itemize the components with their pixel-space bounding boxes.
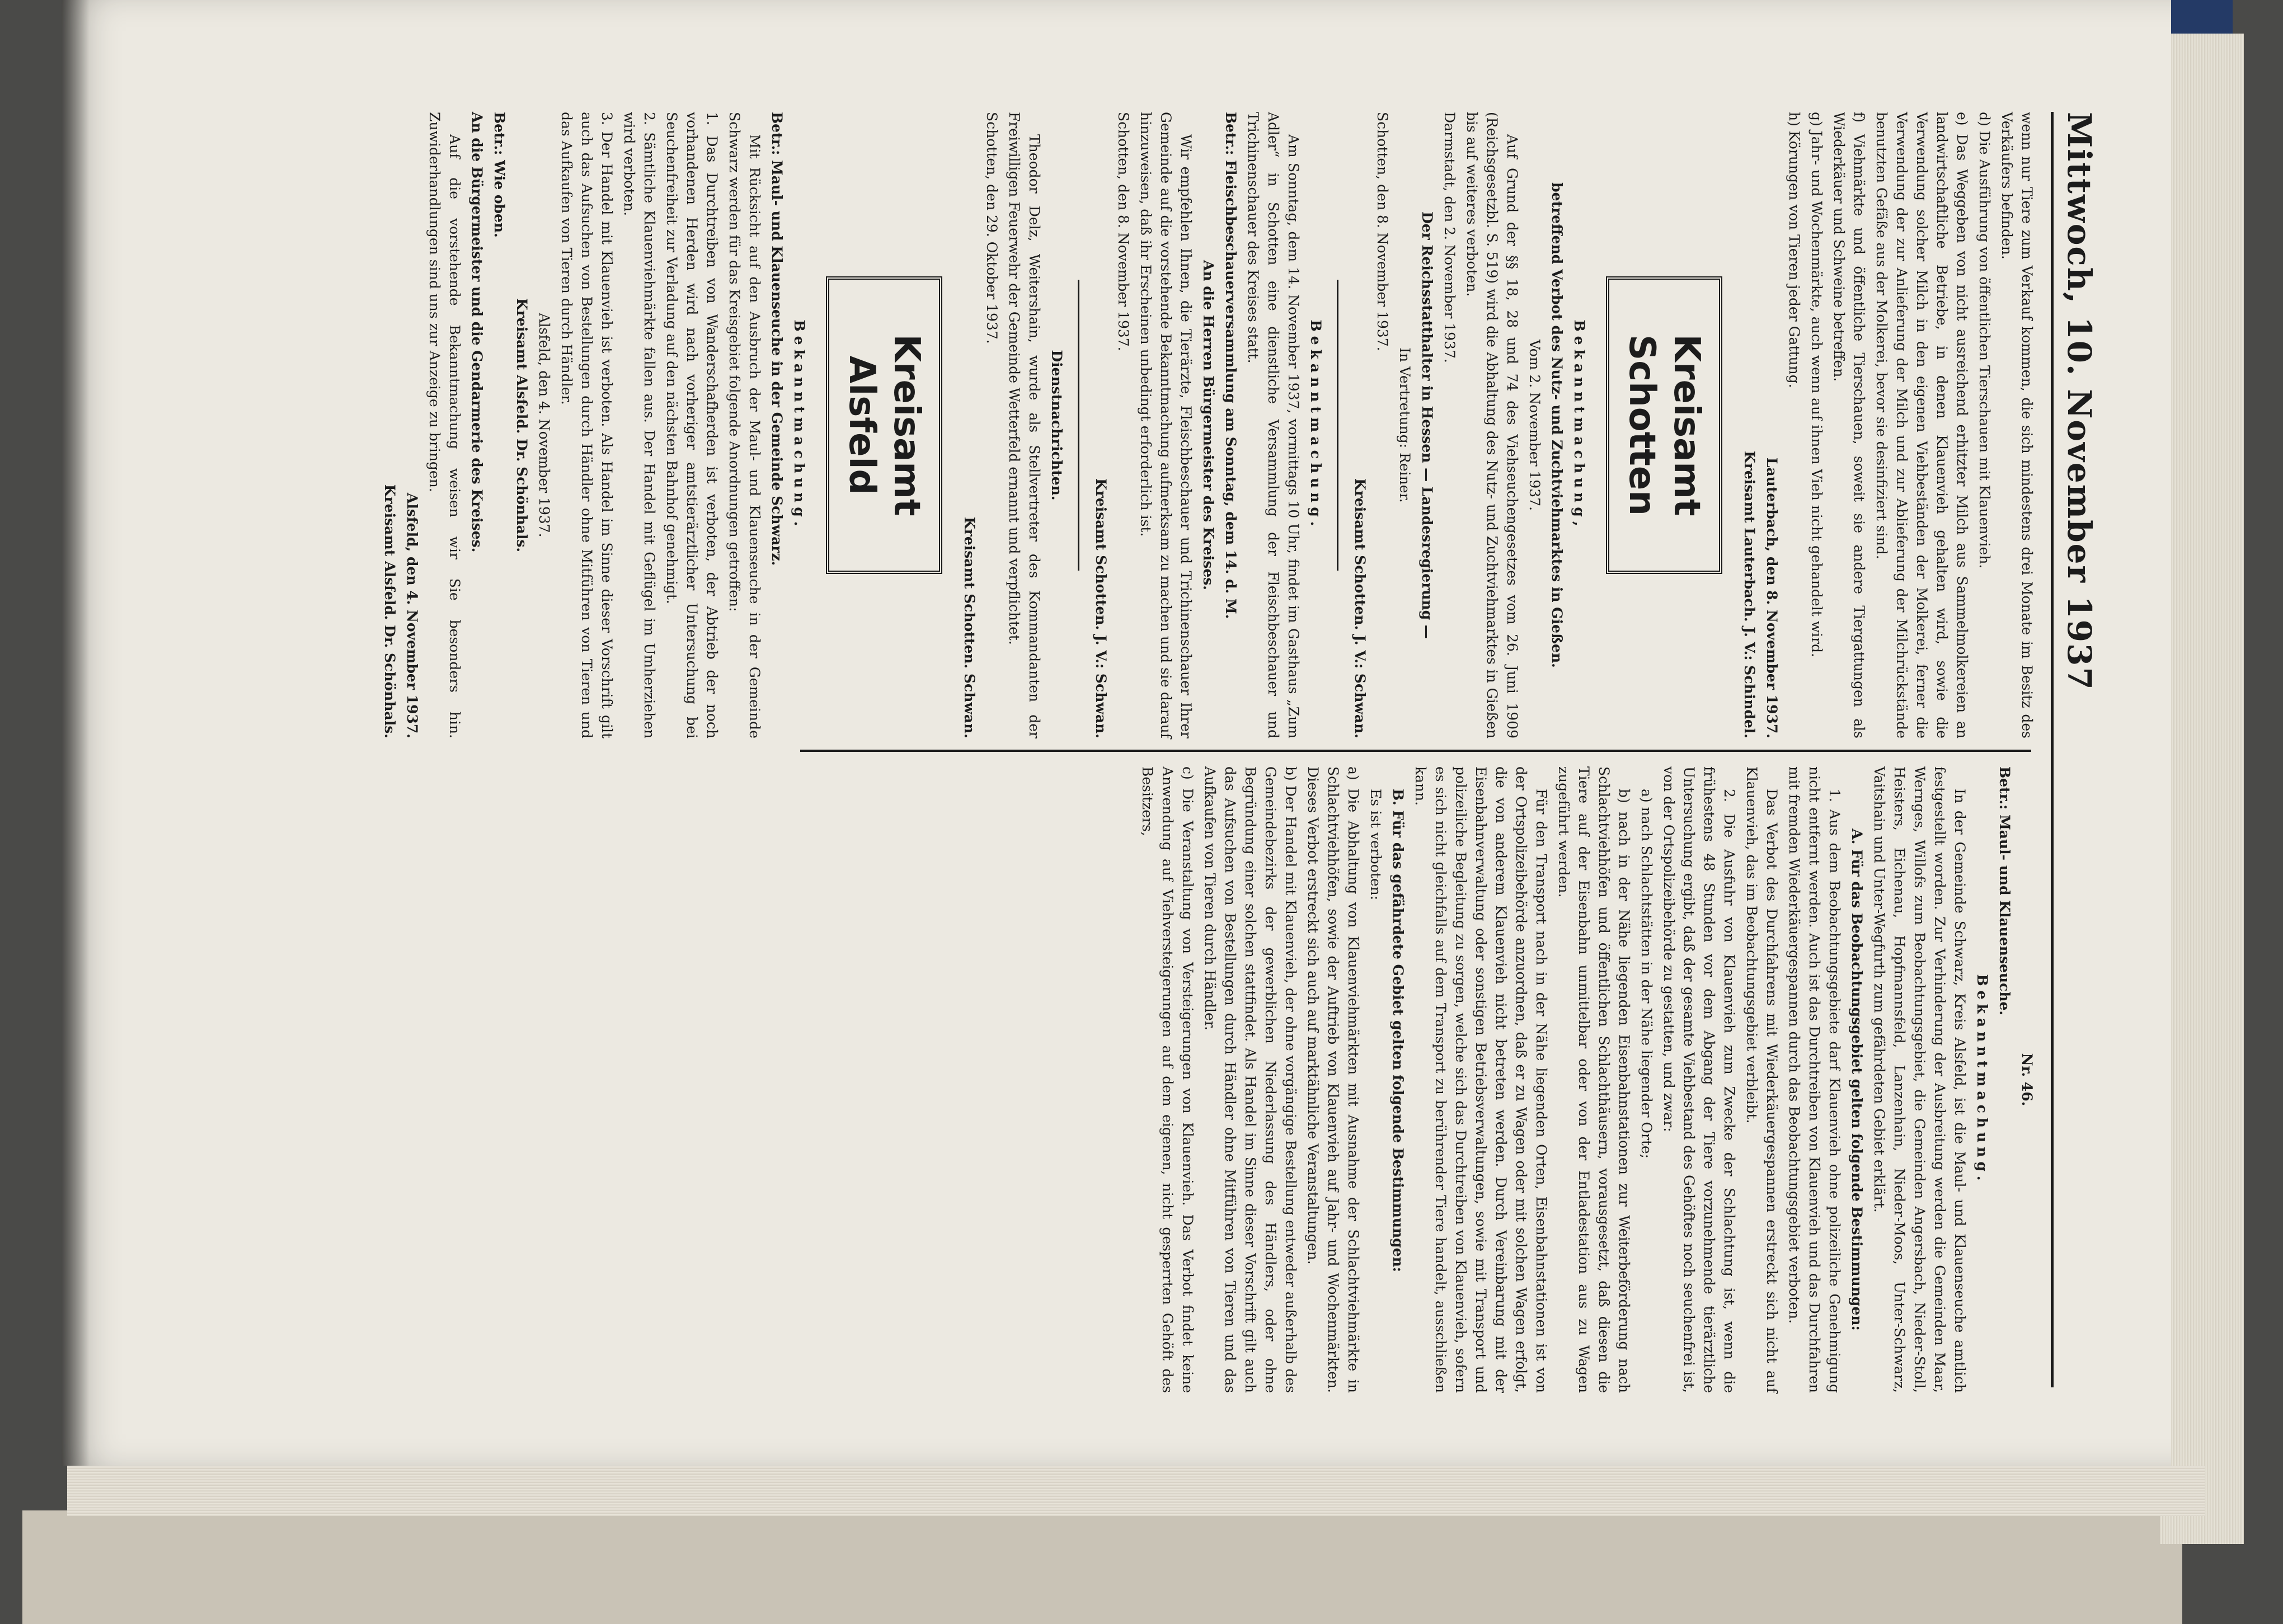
notice-text: Theodor Delz, Weitershain, wurde als Stellvertreter des Kommandanten der Freiwilligen Feuerwehr der Gemeinde Wetterfeld ernannt und verpflichtet.	[1006, 112, 1042, 738]
signature-place: Alsfeld, den 4. November 1937.	[404, 492, 420, 738]
section-heading: A. Für das Beobachtungsgebiet gelten folgende Bestimmungen:	[1849, 829, 1865, 1331]
signature-office: Kreisamt Lauterbach. J. V.: Schindel.	[1741, 450, 1758, 738]
page-edges-right	[2160, 34, 2244, 1544]
signature-place: Schotten, den 8. November 1937.	[1374, 112, 1391, 351]
notice-text: Auf die vorstehende Bekanntmachung weisen wir Sie besonders hin. Zuwiderhandlungen sind uns zur Anzeige zu bringen.	[426, 112, 463, 738]
right-column	[1135, 766, 2037, 1393]
signature-place: Schotten, den 8. November 1937.	[1115, 112, 1131, 351]
list-item: b) nach in der Nähe liegenden Eisenbahnstationen zur Weiterbeförderung nach Schlachtviehhöfen und öffentlichen Schlachthäusern, vorausgesetzt, daß diesen die Tiere auf der Eisenbahn unmittelbar oder von der Entladestation aus zu Wagen zugeführt werden.	[1556, 766, 1632, 1393]
column-divider	[800, 750, 2031, 752]
signature-office: Der Reichsstatthalter in Hessen — Landesregierung —	[1419, 211, 1435, 639]
signature-person: In Vertretung: Reiner.	[1397, 347, 1413, 503]
section-heading: B. Für das gefährdete Gebiet gelten folgende Bestimmungen:	[1390, 789, 1406, 1272]
office-title-box: Kreisamt Schotten	[1606, 276, 1722, 574]
signature-office: Kreisamt Alsfeld. Dr. Schönhals.	[382, 484, 398, 738]
section-rule	[1078, 280, 1079, 571]
notice-subject: betreffend Verbot des Nutz- und Zuchtviehmarktes in Gießen.	[1549, 182, 1565, 668]
notice-heading: Bekanntmachung,	[1571, 319, 1587, 531]
list-item: 2. Die Ausfuhr von Klauenvieh zum Zwecke der Schlachtung ist, wenn die frühestens 48 Stunden vor dem Abgang der Tiere vorzunehmende tierärztliche Untersuchung ergibt, daß der gesamte Viehbestand des Gehöftes noch seuchenfrei ist, von der Ortspolizeibehörde zu gestatten, und zwar:	[1661, 766, 1737, 1393]
notice-text: Es ist verboten:	[1368, 789, 1384, 901]
list-item: Für den Transport nach in der Nähe liegenden Orten, Eisenbahnstationen ist von der Ortspolizeibehörde anzuordnen, daß er zu Wagen oder mit solchen Wagen erfolgt, die von anderem Klauenvieh nicht betreten werden. Durch Vereinbarung mit der Eisenbahnverwaltung oder sonstigen Betriebsverwaltungen, sowie mit Transport und polizeiliche Begleitung zu sorgen, welche sich das Durchtreiben von Klauenvieh, sofern es sich nicht gleichfalls auf dem Transport zu berührender Tiere handelt, ausschließen kann.	[1412, 766, 1549, 1393]
list-item: a) nach Schlachtstätten in der Nähe liegender Orte;	[1638, 789, 1655, 1159]
signature-office: Kreisamt Schotten. J. V.: Schwan.	[1093, 478, 1109, 738]
header-date: Mittwoch, 10. November 1937	[2060, 112, 2098, 691]
notice-text: Auf Grund der §§ 18, 28 und 74 des Viehseuchengesetzes vom 26. Juni 1909 (Reichsgesetzbl. S. 519) wird die Abhaltung des Nutz- und Zuchtviehmarktes in Gießen bis auf weiteres verboten.	[1464, 112, 1520, 738]
notice-addressee: An die Herren Bürgermeister des Kreises.	[1200, 260, 1216, 591]
notice-heading: Bekanntmachung.	[791, 319, 807, 531]
notice-date: Vom 2. November 1937.	[1526, 339, 1543, 511]
list-item: b) Der Handel mit Klauenvieh, der ohne vorgängige Bestellung entweder außerhalb des Gemeindebezirks der gewerblichen Niederlassung des Händlers, oder ohne Begründung einer solchen stattfindet. Als Handel im Sinne dieser Vorschrift gilt auch das Aufsuchen von Bestellungen durch Händler ohne Mitführen von Tieren und das Aufkaufen von Tieren durch Händler.	[1202, 766, 1299, 1393]
notice-subject: Betr.: Wie oben.	[491, 112, 508, 238]
rotated-page-content	[313, 78, 2104, 1421]
page-header	[2051, 112, 2104, 1387]
notice-subject: Betr.: Maul- und Klauenseuche in der Gemeinde Schwarz.	[769, 112, 785, 566]
notice-text: In der Gemeinde Schwarz, Kreis Alsfeld, ist die Maul- und Klauenseuche amtlich festgestellt worden. Zur Verhinderung der Ausbreitung werden die Gemeinden Maar, Wernges, Willofs zum Beobachtungsgebiet, die Gemeinden Angersbach, Nieder-Stoll, Heisters, Eichenau, Hopfmannsfeld, Lanzenhain, Nieder-Moos, Unter-Schwarz, Vaitshain und Unter-Wegfurth zum gefährdeten Gebiet erklärt.	[1871, 766, 1968, 1393]
notice-subject: Betr.: Fleischbeschauerversammlung am Sonntag, dem 14. d. M.	[1223, 112, 1239, 619]
notice-number: Nr. 46.	[2019, 1053, 2035, 1107]
text-line: h) Körungen von Tieren jeder Gattung.	[1786, 112, 1802, 388]
list-item: a) Die Abhaltung von Klauenviehmärkten mit Ausnahme der Schlachtviehmärkte in Schlachtviehhöfen, sowie der Auftrieb von Klauenvieh auf Jahr- und Wochenmärkten. Dieses Verbot erstreckt sich auch auf marktähnliche Veranstaltungen.	[1305, 766, 1361, 1393]
text-line: e) Das Weggeben von nicht ausreichend erhitzter Milch aus Sammelmolkereien an landwirtschaftliche Betriebe, in denen Klauenvieh gehalten wird, sowie die Verwendung solcher Milch in den eigenen Viehbeständen der Molkerei, ferner die Verwendung der zur Anlieferung der Milch und zur Ablieferung der Milchrückstände benutzten Gefäße aus der Molkerei, bevor sie desinfiziert sind.	[1873, 112, 1970, 738]
list-item: 3. Der Handel mit Klauenvieh ist verboten. Als Handel im Sinne dieser Vorschrift gilt auch das Aufsuchen von Bestellungen durch Händler ohne Mitführen von Tieren und das Aufkaufen von Tieren durch Händler.	[558, 112, 615, 738]
signature-office: Kreisamt Schotten. Schwan.	[961, 516, 978, 738]
notice-text: Am Sonntag, dem 14. November 1937, vormittags 10 Uhr, findet im Gasthaus „Zum Adler“ in Schotten eine dienstliche Versammlung der Fleischbeschauer und Trichinenschauer des Kreises statt.	[1245, 112, 1302, 738]
book-cover	[22, 1510, 2182, 1624]
signature-office: Kreisamt Schotten. J. V.: Schwan.	[1352, 478, 1368, 738]
left-column	[377, 112, 2037, 738]
notice-text: Mit Rücksicht auf den Ausbruch der Maul- und Klauenseuche in der Gemeinde Schwarz werden für das Kreisgebiet folgende Anordnungen getroffen:	[726, 112, 763, 738]
text-line: wenn nur Tiere zum Verkauf kommen, die sich mindestens drei Monate im Besitz des Verkäufers befinden.	[1999, 112, 2035, 738]
signature-place: Alsfeld, den 4. November 1937.	[536, 313, 552, 538]
gutter-shadow	[62, 0, 90, 1466]
list-item: 1. Aus dem Beobachtungsgebiete darf Klauenvieh ohne polizeiliche Genehmigung nicht entfernt werden. Auch ist das Durchtreiben von Klauenvieh und das Durchfahren mit fremden Wiederkäuergespannen durch das Beobachtungsgebiet verboten.	[1786, 766, 1843, 1393]
text-line: d) Die Ausführung von öffentlichen Tierschauen mit Klauenvieh.	[1976, 112, 1993, 569]
list-item: Das Verbot des Durchfahrens mit Wiederkäuergespannen erstreckt sich nicht auf Klauenvieh, das im Beobachtungsgebiet verbleibt.	[1744, 766, 1780, 1393]
text-line: g) Jahr- und Wochenmärkte, auch wenn auf ihnen Vieh nicht gehandelt wird.	[1808, 112, 1825, 657]
notice-heading: Bekanntmachung.	[1308, 319, 1324, 531]
page-edges-bottom	[67, 1466, 2205, 1516]
text-line: f) Viehmärkte und öffentliche Tierschauen, soweit sie andere Tiergattungen als Wiederkäuer und Schweine betreffen.	[1831, 112, 1867, 738]
list-item: 1. Das Durchtreiben von Wanderschafherden ist verboten, der Abtrieb der noch vorhandenen Herden wird nach vorheriger amtstierärztlicher Untersuchung bei Seuchenfreiheit zur Verladung auf den nächsten Bahnhof genehmigt.	[664, 112, 720, 738]
section-rule	[1337, 280, 1338, 571]
notice-heading: Dienstnachrichten.	[1049, 350, 1065, 501]
office-title-box: Kreisamt Alsfeld	[826, 276, 942, 574]
notice-text: Wir empfehlen Ihnen, die Tierärzte, Fleischbeschauer und Trichinenschauer Ihrer Gemeinde auf die vorstehende Bekanntmachung aufmerksam zu machen und sie darauf hinzuweisen, daß ihr Erscheinen unbedingt erforderlich ist.	[1138, 112, 1194, 738]
signature-place: Schotten, den 29. Oktober 1937.	[984, 112, 1000, 344]
signature-office: Kreisamt Alsfeld. Dr. Schönhals.	[514, 298, 530, 553]
signature-place: Darmstadt, den 2. November 1937.	[1441, 112, 1458, 363]
notice-heading: Bekanntmachung.	[1974, 974, 1990, 1185]
list-item: c) Die Veranstaltung von Versteigerungen von Klauenvieh. Das Verbot findet keine Anwendung auf Viehversteigerungen auf dem eigenen, nicht gesperrten Gehöft des Besitzers,	[1139, 766, 1196, 1393]
notice-addressee: An die Bürgermeister und die Gendarmerie des Kreises.	[469, 112, 485, 553]
signature-place: Lauterbach, den 8. November 1937.	[1764, 457, 1780, 738]
notice-subject: Betr.: Maul- und Klauenseuche.	[1997, 766, 2013, 1016]
list-item: 2. Sämtliche Klauenviehmärkte fallen aus. Der Handel mit Geflügel im Umherziehen wird verboten.	[621, 112, 657, 738]
